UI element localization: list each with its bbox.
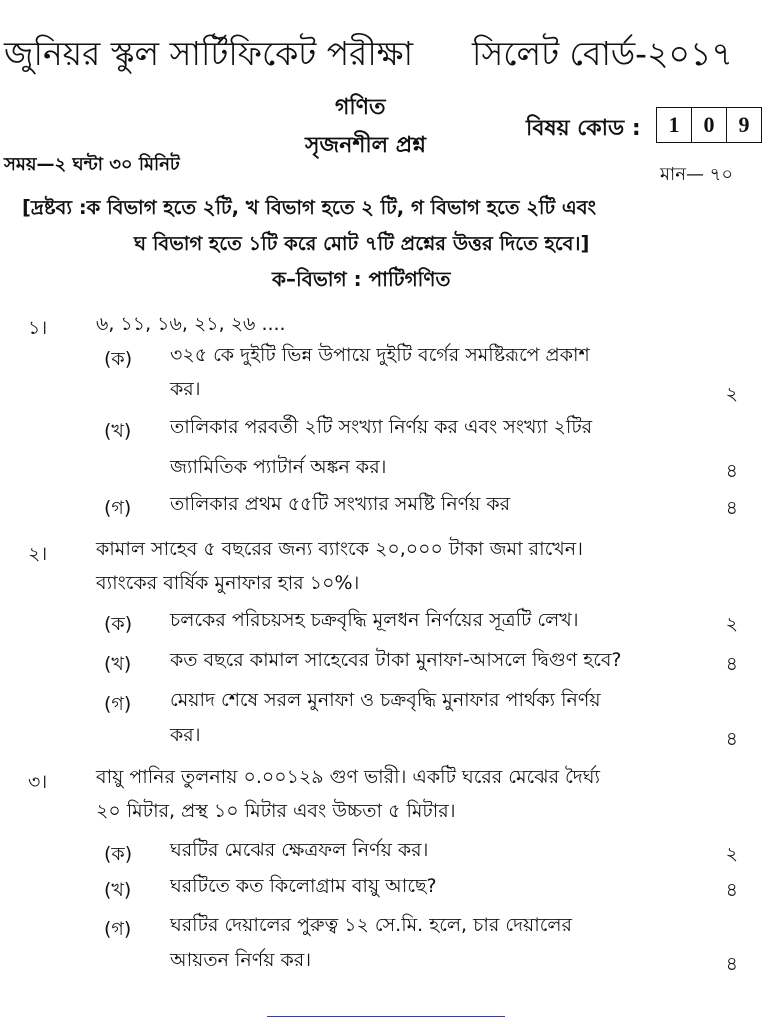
part-marks: ৪: [725, 879, 738, 901]
part-text: কর।: [170, 378, 201, 400]
part-label: (গ): [104, 497, 132, 519]
subject-code-box: [656, 107, 762, 143]
question-type: সৃজনশীল প্রশ্ন: [305, 133, 426, 158]
subject-code-digit: 0: [691, 108, 726, 142]
question-number: ১।: [28, 317, 48, 339]
part-text: ঘরটিতে কত কিলোগ্রাম বায়ু আছে?: [170, 875, 437, 897]
question-stem: ২০ মিটার, প্রস্থ ১০ মিটার এবং উচ্চতা ৫ মিটার।: [96, 800, 456, 822]
part-label: (গ): [104, 693, 132, 715]
part-marks: ২: [725, 843, 738, 865]
part-text: জ্যামিতিক প্যাটার্ন অঙ্কন কর।: [170, 456, 387, 478]
subject-code-label: বিষয় কোড :: [526, 116, 641, 141]
exam-title: জুনিয়র স্কুল সার্টিফিকেট পরীক্ষা: [4, 34, 414, 73]
subject-code-digit: 9: [726, 108, 761, 142]
subject-code-digit: 1: [668, 112, 680, 137]
question-stem: কামাল সাহেব ৫ বছরের জন্য ব্যাংকে ২০,০০০ টাকা জমা রাখেন।: [96, 538, 583, 560]
section-title: ক–বিভাগ : পাটিগণিত: [272, 267, 451, 291]
part-marks: ৪: [725, 728, 738, 750]
question-stem: ৬, ১১, ১৬, ২১, ২৬ ....: [96, 313, 286, 335]
part-marks: ২: [725, 383, 738, 405]
part-marks: ২: [725, 613, 738, 635]
part-label: (খ): [104, 420, 132, 442]
bottom-link-underline: [267, 1016, 505, 1017]
part-marks: ৪: [725, 460, 738, 482]
part-text: মেয়াদ শেষে সরল মুনাফা ও চক্রবৃদ্ধি মুনাফার পার্থক্য নির্ণয়: [170, 689, 601, 711]
question-number: ২।: [28, 543, 48, 565]
part-label: (গ): [104, 918, 132, 940]
question-stem: বায়ু পানির তুলনায় ০.০০১২৯ গুণ ভারী। একটি ঘরের মেঝের দৈর্ঘ্য: [96, 766, 600, 788]
part-label: (ক): [104, 348, 133, 370]
part-marks: ৪: [725, 497, 738, 519]
part-text: ঘরটির দেয়ালের পুরুত্ব ১২ সে.মি. হলে, চার দেয়ালের: [170, 914, 572, 936]
part-text: তালিকার প্রথম ৫৫টি সংখ্যার সমষ্টি নির্ণয় কর: [170, 493, 511, 515]
note-line: ঘ বিভাগ হতে ১টি করে মোট ৭টি প্রশ্নের উত্তর দিতে হবে।]: [134, 232, 590, 255]
question-stem: ব্যাংকের বার্ষিক মুনাফার হার ১০%।: [96, 572, 360, 594]
board-year: সিলেট বোর্ড-২০১৭: [472, 34, 733, 73]
part-label: (ক): [104, 843, 133, 865]
part-marks: ৪: [725, 653, 738, 675]
part-text: ৩২৫ কে দুইটি ভিন্ন উপায়ে দুইটি বর্গের সমষ্টিরূপে প্রকাশ: [170, 344, 590, 366]
part-label: (খ): [104, 879, 132, 901]
part-text: আয়তন নির্ণয় কর।: [170, 949, 312, 971]
part-marks: ৪: [725, 953, 738, 975]
subject-name: গণিত: [335, 95, 386, 120]
part-text: তালিকার পরবর্তী ২টি সংখ্যা নির্ণয় কর এবং সংখ্যা ২টির: [170, 416, 593, 438]
question-number: ৩।: [28, 771, 48, 793]
part-label: (খ): [104, 653, 132, 675]
instruction-note: [22, 190, 762, 262]
part-text: কর।: [170, 724, 201, 746]
part-text: কত বছরে কামাল সাহেবের টাকা মুনাফা-আসলে দ্বিগুণ হবে?: [170, 649, 622, 671]
part-text: চলকের পরিচয়সহ চক্রবৃদ্ধি মূলধন নির্ণয়ের সূত্রটি লেখ।: [170, 609, 579, 631]
note-line: [দ্রষ্টব্য :ক বিভাগ হতে ২টি, খ বিভাগ হতে ২ টি, গ বিভাগ হতে ২টি এবং: [22, 196, 597, 219]
part-label: (ক): [104, 613, 133, 635]
part-text: ঘরটির মেঝের ক্ষেত্রফল নির্ণয় কর।: [170, 839, 429, 861]
exam-time: সময়—২ ঘন্টা ৩০ মিনিট: [4, 154, 180, 175]
full-marks: মান— ৭০: [660, 164, 734, 185]
